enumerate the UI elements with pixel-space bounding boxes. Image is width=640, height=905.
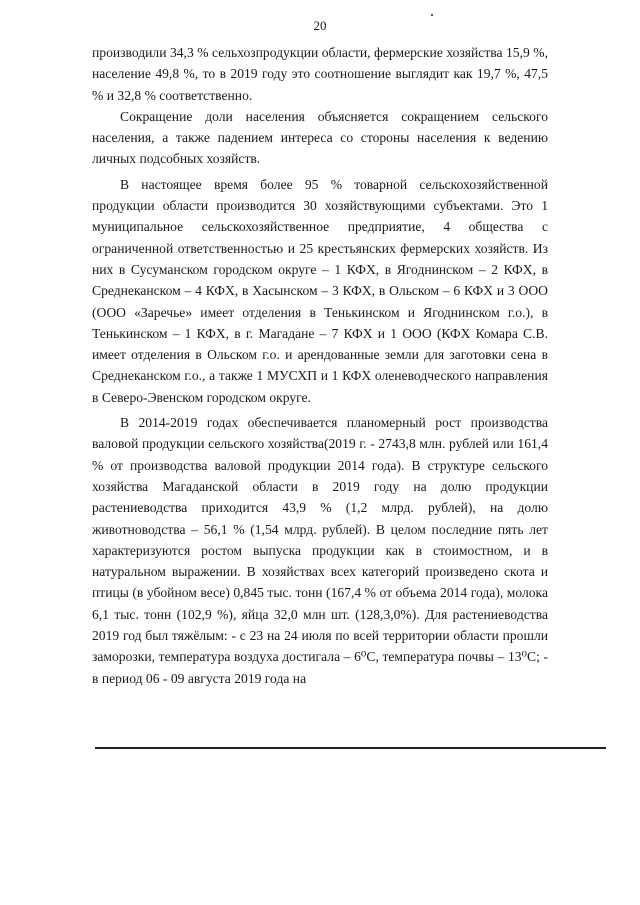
paragraph-production-growth: В 2014-2019 годах обеспечивается планомерный рост производства валовой продукции сельского хозяйства(2019 г. - 2743,8 млн. рублей или 161,4 % от производства валовой продукции 2014 года). В структуре сельского хозяйства Магаданской области в 2019 году на долю продукции растениеводства приходится 43,9 % (1,2 млрд. рублей), на долю животноводства – 56,1 % (1,54 млрд. рублей). В целом последние пять лет характеризуются ростом выпуска продукции как в стоимостном, и в натуральном выражении. В хозяйствах всех категорий произведено скота и птицы (в убойном весе) 0,845 тыс. тонн (167,4 % от объема 2014 года), молока 6,1 тыс. тонн (102,9 %), яйца 32,0 млн шт. (128,3,0%). Для растениеводства 2019 год был тяжёлым: - с 23 на 24 июля по всей территории области прошли заморозки, температура воздуха достигала – 6⁰С, температура почвы – 13⁰С; - в период 06 - 09 августа 2019 года на [92, 415, 548, 686]
page-number: 20 [313, 18, 327, 33]
body-text [92, 42, 548, 689]
paragraph-producers: В настоящее время более 95 % товарной сельскохозяйственной продукции области производится 30 хозяйствующими субъектами. Это 1 муниципальное сельскохозяйственное предприятие, 4 общества с ограниченной ответственностью и 25 крестьянских фермерских хозяйств. Из них в Сусуманском городском округе – 1 КФХ, в Ягоднинском – 2 КФХ, в Среднеканском – 4 КФХ, в Хасынском – 3 КФХ, в Ольском – 6 КФХ и 3 ООО (ООО «Заречье» имеет отделения в Тенькинском и Ягоднинском г.о.), в Тенькинском – 1 КФХ, в г. Магадане – 7 КФХ и 1 ООО (КФХ Комара С.В. имеет отделения в Ольском г.о. и арендованные земли для заготовки сена в Среднеканском г.о., а также 1 МУСХП и 1 КФХ оленеводческого направления в Северо-Эвенском городском округе. [92, 176, 548, 405]
scan-speck [431, 14, 433, 16]
paragraph-continuation: производили 34,3 % сельхозпродукции области, фермерские хозяйства 15,9 %, население 49,8 %, то в 2019 году это соотношение выглядит как 19,7 %, 47,5 % и 32,8 % соответственно. [92, 45, 548, 103]
footer-rule [95, 747, 606, 749]
paragraph-population-decline: Сокращение доли населения объясняется сокращением сельского населения, а также падением интереса со стороны населения к ведению личных подсобных хозяйств. [92, 108, 548, 167]
